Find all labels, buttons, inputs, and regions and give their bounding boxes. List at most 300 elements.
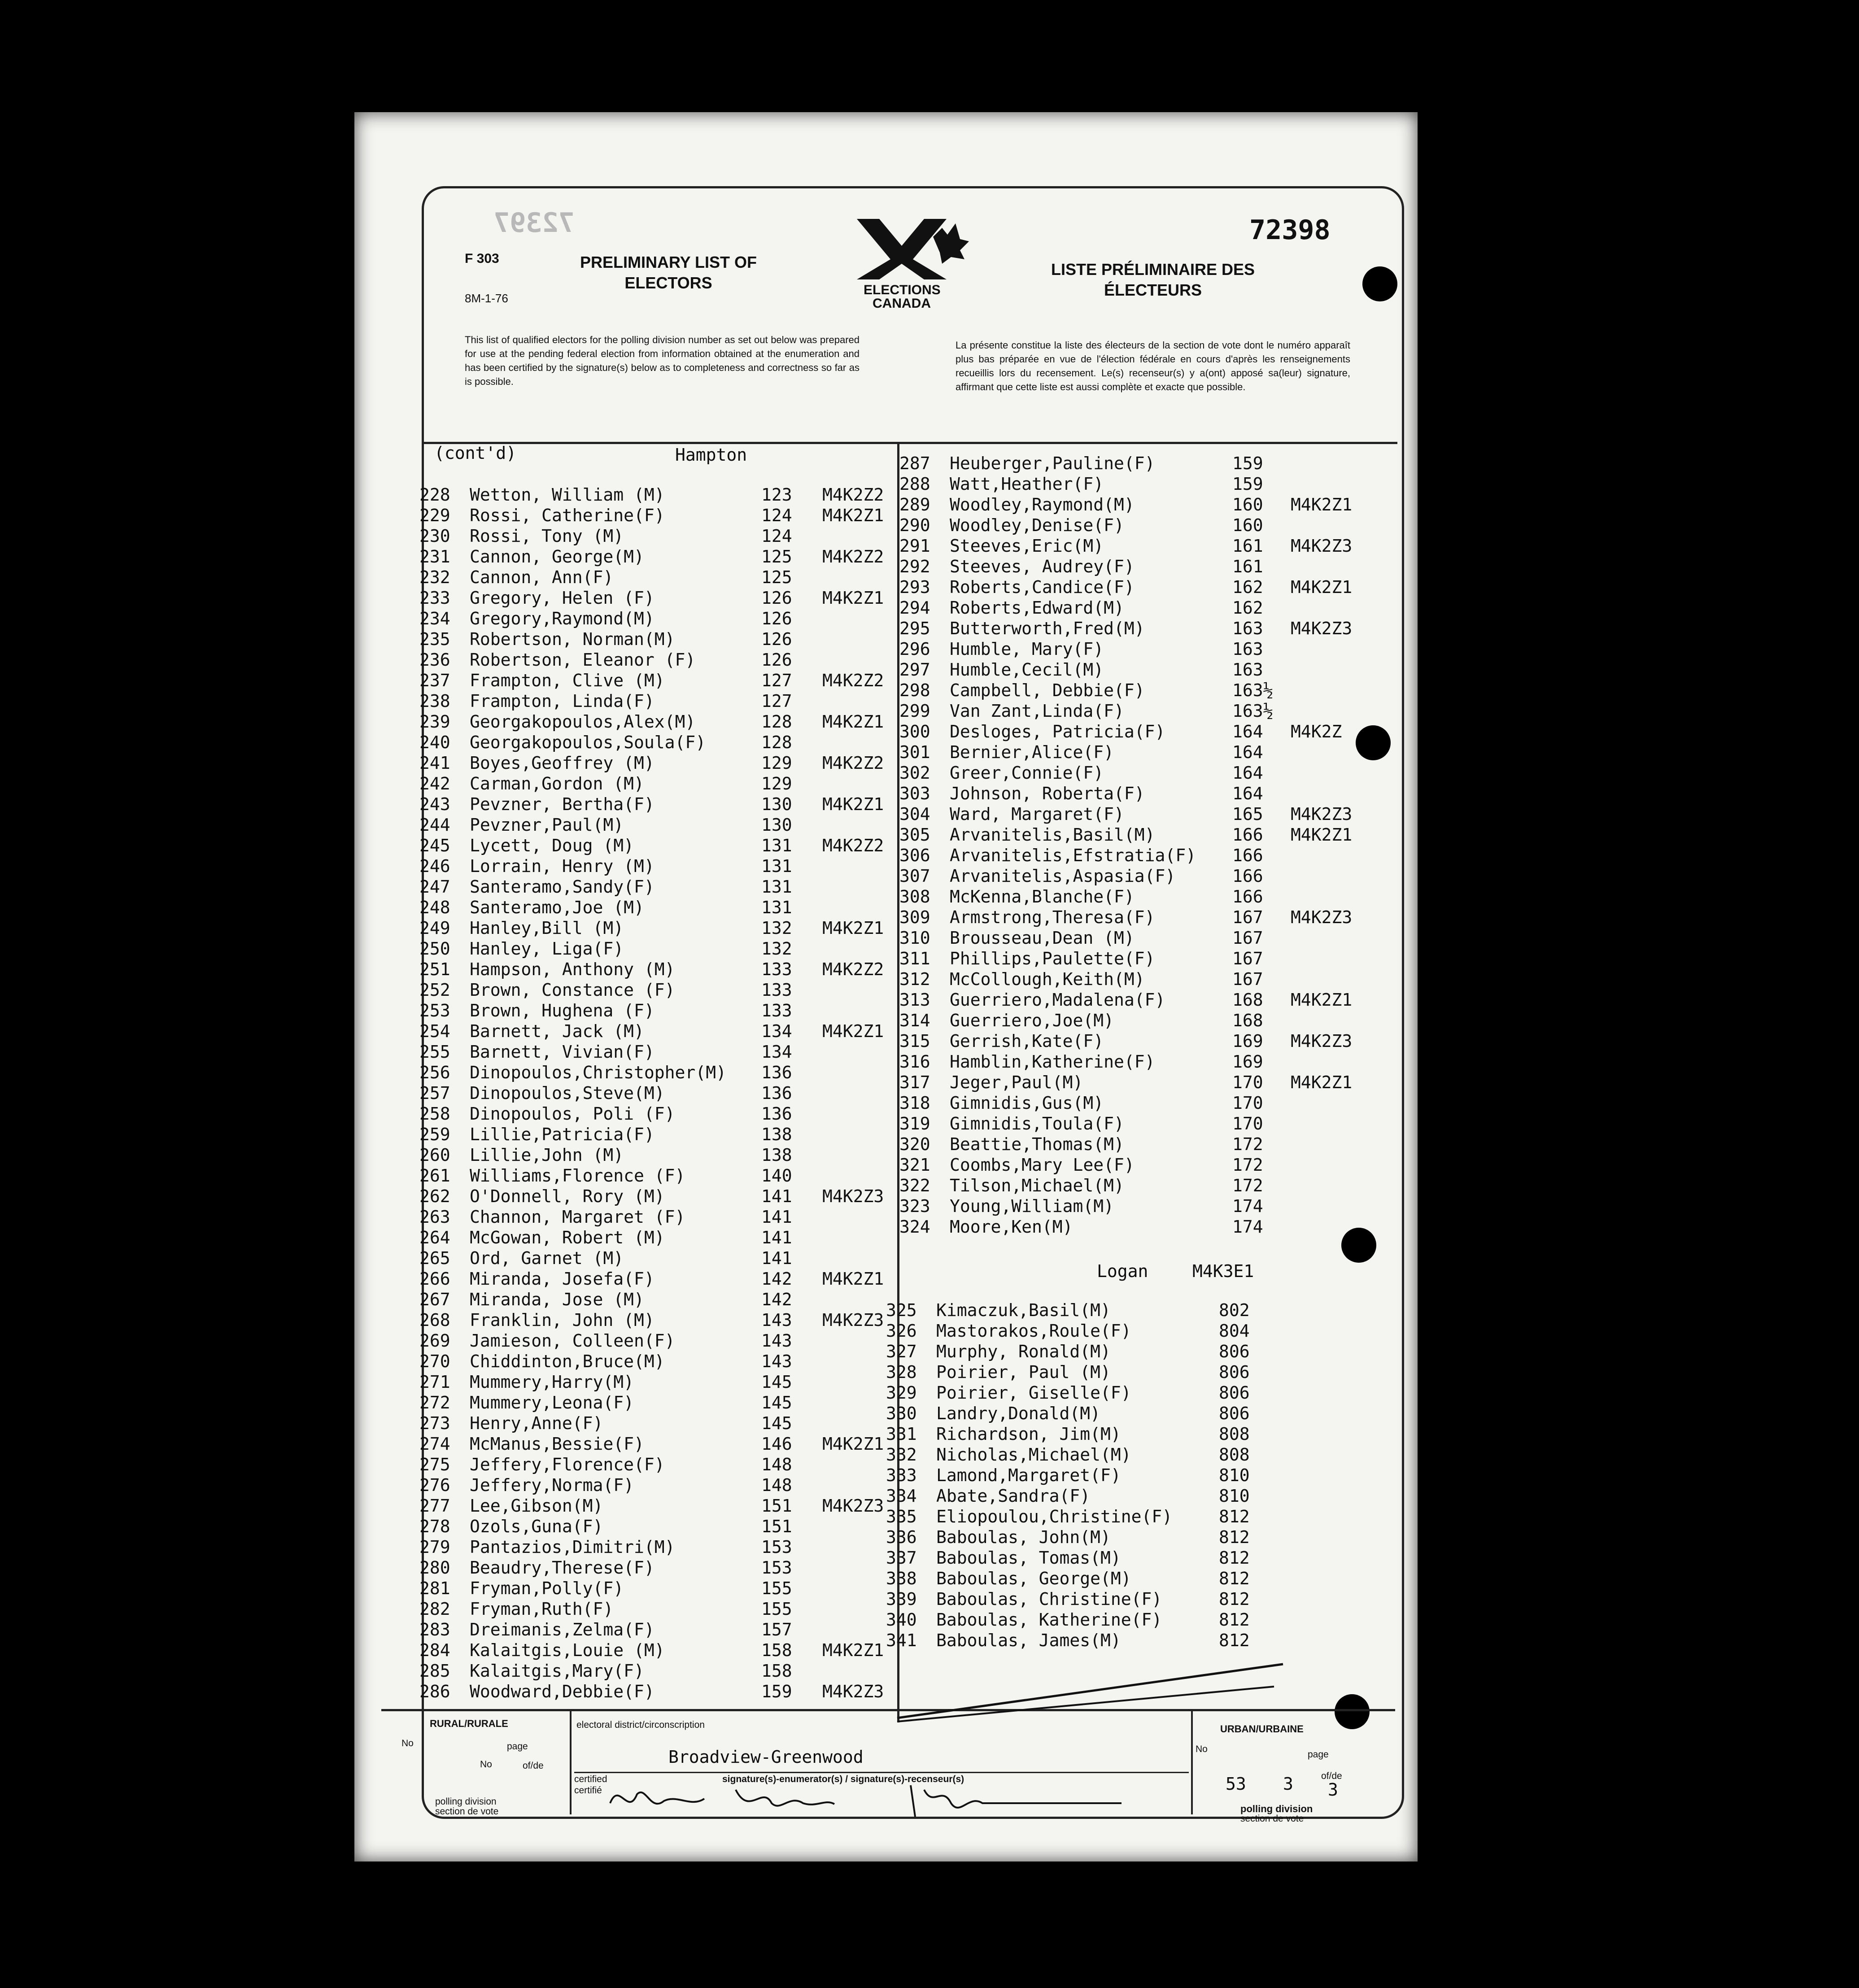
elector-number: 245 [419, 836, 450, 855]
elector-address-number: 172 [1232, 1155, 1263, 1175]
elector-row [419, 1475, 895, 1495]
elector-number: 235 [419, 629, 450, 649]
title-english: PRELIMINARY LIST OF ELECTORS [580, 253, 757, 292]
elector-name: Dinopoulos, Poli (F) [470, 1104, 675, 1124]
elector-postal-code: M4K2Z2 [822, 753, 884, 773]
elector-name: Cannon, George(M) [470, 547, 644, 567]
elector-number: 249 [419, 918, 450, 938]
elector-row [419, 1454, 895, 1475]
elector-number: 292 [899, 557, 930, 576]
elector-address-number: 169 [1232, 1052, 1263, 1072]
elector-row [886, 1609, 1384, 1630]
elector-row [419, 629, 895, 650]
elector-number: 282 [419, 1599, 450, 1619]
elector-number: 275 [419, 1455, 450, 1474]
form-date: 8M-1-76 [465, 292, 508, 305]
elector-row [419, 1145, 895, 1165]
elector-address-number: 163 [1232, 639, 1263, 659]
elector-number: 294 [899, 598, 930, 618]
elector-name: Arvanitelis,Basil(M) [950, 825, 1155, 845]
elector-row [886, 1527, 1384, 1548]
elector-name: Bernier,Alice(F) [950, 742, 1114, 762]
elector-row [419, 1289, 895, 1310]
elector-name: Ward, Margaret(F) [950, 804, 1124, 824]
elector-name: Roberts,Candice(F) [950, 577, 1135, 597]
elector-name: Hampson, Anthony (M) [470, 959, 675, 979]
elector-number: 231 [419, 547, 450, 567]
elector-number: 291 [899, 536, 930, 556]
elector-name: Miranda, Josefa(F) [470, 1269, 655, 1289]
elector-number: 333 [886, 1465, 917, 1485]
page-total: 3 [1328, 1780, 1338, 1800]
elector-name: Fryman,Ruth(F) [470, 1599, 614, 1619]
elector-name: Arvanitelis,Efstratia(F) [950, 846, 1196, 865]
rural-label: RURAL/RURALE [430, 1718, 508, 1729]
elector-number: 272 [419, 1393, 450, 1413]
elector-name: Rossi, Tony (M) [470, 526, 624, 546]
elector-address-number: 141 [761, 1228, 792, 1247]
elector-address-number: 126 [761, 609, 792, 628]
elector-number: 258 [419, 1104, 450, 1124]
elector-address-number: 123 [761, 485, 792, 505]
elector-row [419, 980, 895, 1000]
urban-label: URBAN/URBAINE [1220, 1723, 1304, 1735]
elections-canada-logo [830, 214, 973, 313]
footer-divider-left [570, 1711, 572, 1814]
elector-name: Lycett, Doug (M) [470, 836, 634, 855]
elector-address-number: 810 [1219, 1465, 1250, 1485]
elector-number: 256 [419, 1063, 450, 1082]
elector-address-number: 126 [761, 629, 792, 649]
elector-row [419, 1330, 895, 1351]
elector-name: Steeves,Eric(M) [950, 536, 1104, 556]
elector-row [899, 577, 1393, 597]
elector-address-number: 812 [1219, 1631, 1250, 1650]
elector-name: Dreimanis,Zelma(F) [470, 1620, 655, 1639]
elector-row [419, 1578, 895, 1599]
elector-number: 244 [419, 815, 450, 835]
elector-number: 260 [419, 1145, 450, 1165]
elector-name: Kalaitgis,Mary(F) [470, 1661, 644, 1681]
elector-number: 303 [899, 784, 930, 803]
elector-name: Baboulas, James(M) [936, 1631, 1121, 1650]
elector-row [419, 1599, 895, 1619]
elector-postal-code: M4K2Z3 [1291, 536, 1353, 556]
elector-address-number: 159 [761, 1682, 792, 1701]
elector-name: Georgakopoulos,Alex(M) [470, 712, 696, 732]
elector-name: Baboulas, Katherine(F) [936, 1610, 1162, 1630]
elector-row [419, 526, 895, 546]
elector-name: Van Zant,Linda(F) [950, 701, 1124, 721]
elector-postal-code: M4K2Z1 [822, 712, 884, 732]
certifie-label: certifié [574, 1785, 602, 1796]
elector-row [419, 835, 895, 856]
elector-number: 241 [419, 753, 450, 773]
elector-postal-code: M4K2Z2 [822, 485, 884, 505]
elector-postal-code: M4K2Z1 [822, 794, 884, 814]
elector-address-number: 170 [1232, 1093, 1263, 1113]
elector-address-number: 145 [761, 1372, 792, 1392]
elector-row [899, 494, 1393, 515]
elector-address-number: 160 [1232, 515, 1263, 535]
elector-row [419, 1248, 895, 1269]
elector-number: 268 [419, 1310, 450, 1330]
elector-name: Jeffery,Florence(F) [470, 1455, 665, 1474]
elector-postal-code: M4K2Z1 [822, 588, 884, 608]
elector-address-number: 166 [1232, 887, 1263, 907]
elector-row [419, 608, 895, 629]
elector-name: Humble,Cecil(M) [950, 660, 1104, 680]
elector-address-number: 130 [761, 815, 792, 835]
elector-name: Tilson,Michael(M) [950, 1176, 1124, 1195]
elector-number: 262 [419, 1186, 450, 1206]
contd-label: (cont'd) [434, 443, 517, 463]
elector-postal-code: M4K2Z3 [822, 1682, 884, 1701]
elector-row [419, 1103, 895, 1124]
elector-address-number: 141 [761, 1186, 792, 1206]
elector-name: Gimnidis,Toula(F) [950, 1114, 1124, 1134]
elector-address-number: 167 [1232, 928, 1263, 948]
elector-address-number: 132 [761, 939, 792, 959]
elector-postal-code: M4K2Z3 [822, 1310, 884, 1330]
elector-row [419, 1537, 895, 1557]
elector-name: Chiddinton,Bruce(M) [470, 1351, 665, 1371]
elector-row [419, 1021, 895, 1042]
elector-row [419, 546, 895, 567]
elector-address-number: 134 [761, 1021, 792, 1041]
elector-address-number: 806 [1219, 1342, 1250, 1361]
elector-name: Hanley, Liga(F) [470, 939, 624, 959]
elector-number: 286 [419, 1682, 450, 1701]
closing-strike-lines [888, 1651, 1292, 1727]
elector-address-number: 165 [1232, 804, 1263, 824]
elector-row [899, 556, 1393, 577]
elector-address-number: 146 [761, 1434, 792, 1454]
elector-row [886, 1568, 1384, 1589]
elector-number: 257 [419, 1083, 450, 1103]
elector-number: 317 [899, 1072, 930, 1092]
elector-row [899, 701, 1393, 721]
elector-address-number: 141 [761, 1248, 792, 1268]
elector-row [419, 1372, 895, 1392]
elector-name: Lamond,Margaret(F) [936, 1465, 1121, 1485]
elector-postal-code: M4K2Z1 [1291, 990, 1353, 1010]
rural-of-label: of/de [523, 1761, 544, 1771]
elector-address-number: 148 [761, 1475, 792, 1495]
elector-row [886, 1506, 1384, 1527]
elector-row [899, 886, 1393, 907]
elector-address-number: 124 [761, 506, 792, 525]
elector-name: Woodward,Debbie(F) [470, 1682, 655, 1701]
elector-address-number: 812 [1219, 1548, 1250, 1568]
elector-address-number: 812 [1219, 1589, 1250, 1609]
intro-french: La présente constitue la liste des électeurs de la section de vote dont le numéro apparaît plus bas préparée en vue de l'élection fédérale en cours d'après les renseignements recueillis lors du recensement. Le(s) recenseur(s) y a(ont) apposé sa(leur) signature, affirmant que cette liste est aussi complète et exacte que possible. [956, 340, 1350, 392]
elector-address-number: 127 [761, 671, 792, 690]
elector-address-number: 172 [1232, 1134, 1263, 1154]
elector-address-number: 143 [761, 1331, 792, 1351]
elector-name: Lillie,John (M) [470, 1145, 624, 1165]
elector-name: Kimaczuk,Basil(M) [936, 1300, 1111, 1320]
elector-name: Guerriero,Joe(M) [950, 1011, 1114, 1030]
elector-number: 323 [899, 1196, 930, 1216]
elector-row [419, 484, 895, 505]
elector-address-number: 812 [1219, 1569, 1250, 1588]
elector-row [419, 1434, 895, 1454]
elector-row [899, 1113, 1393, 1134]
elector-name: Young,William(M) [950, 1196, 1114, 1216]
elector-name: Williams,Florence (F) [470, 1166, 685, 1186]
certified-label: certified [574, 1774, 607, 1784]
elector-name: Poirier, Giselle(F) [936, 1383, 1131, 1403]
elector-number: 273 [419, 1413, 450, 1433]
elector-number: 318 [899, 1093, 930, 1113]
elector-address-number: 142 [761, 1269, 792, 1289]
elector-row [419, 1310, 895, 1330]
elector-number: 243 [419, 794, 450, 814]
elector-name: Boyes,Geoffrey (M) [470, 753, 655, 773]
elector-address-number: 157 [761, 1620, 792, 1639]
elector-address-number: 163½ [1232, 680, 1274, 700]
elector-name: Steeves, Audrey(F) [950, 557, 1135, 576]
elector-number: 330 [886, 1404, 917, 1423]
elector-address-number: 172 [1232, 1176, 1263, 1195]
elector-address-number: 167 [1232, 949, 1263, 968]
elector-number: 290 [899, 515, 930, 535]
elector-name: Beattie,Thomas(M) [950, 1134, 1124, 1154]
elector-address-number: 167 [1232, 907, 1263, 927]
elector-name: Phillips,Paulette(F) [950, 949, 1155, 968]
elector-address-number: 164 [1232, 763, 1263, 783]
elector-number: 326 [886, 1321, 917, 1341]
elector-row [419, 1640, 895, 1661]
elector-postal-code: M4K2Z1 [1291, 577, 1353, 597]
elector-number: 332 [886, 1445, 917, 1465]
elector-address-number: 130 [761, 794, 792, 814]
elector-row [899, 1216, 1393, 1237]
elector-number: 238 [419, 691, 450, 711]
elector-name: Channon, Margaret (F) [470, 1207, 685, 1227]
elector-address-number: 131 [761, 898, 792, 917]
elector-row [899, 1155, 1393, 1175]
elector-name: Lillie,Patricia(F) [470, 1125, 655, 1144]
elector-address-number: 151 [761, 1517, 792, 1536]
elector-address-number: 133 [761, 980, 792, 1000]
elector-address-number: 159 [1232, 474, 1263, 494]
elector-row [899, 1196, 1393, 1216]
elector-number: 300 [899, 722, 930, 741]
elector-name: Cannon, Ann(F) [470, 567, 614, 587]
elector-postal-code: M4K2Z1 [1291, 1072, 1353, 1092]
elector-row [886, 1486, 1384, 1506]
elector-number: 246 [419, 856, 450, 876]
elector-name: Eliopoulou,Christine(F) [936, 1507, 1173, 1526]
elector-address-number: 812 [1219, 1507, 1250, 1526]
elector-address-number: 161 [1232, 557, 1263, 576]
elector-number: 264 [419, 1228, 450, 1247]
elector-address-number: 158 [761, 1640, 792, 1660]
elector-address-number: 155 [761, 1599, 792, 1619]
elector-postal-code: M4K2Z1 [822, 918, 884, 938]
elector-number: 250 [419, 939, 450, 959]
elector-number: 327 [886, 1342, 917, 1361]
elector-address-number: 148 [761, 1455, 792, 1474]
elector-row [899, 969, 1393, 990]
elector-name: Pantazios,Dimitri(M) [470, 1537, 675, 1557]
elector-row [899, 907, 1393, 928]
elector-address-number: 166 [1232, 846, 1263, 865]
elector-name: Guerriero,Madalena(F) [950, 990, 1165, 1010]
elector-address-number: 141 [761, 1207, 792, 1227]
elector-name: Henry,Anne(F) [470, 1413, 603, 1433]
elector-row [899, 639, 1393, 659]
urban-no-label: No [1196, 1744, 1208, 1754]
elector-number: 266 [419, 1269, 450, 1289]
elector-address-number: 812 [1219, 1527, 1250, 1547]
elector-name: Mummery,Harry(M) [470, 1372, 634, 1392]
elector-number: 306 [899, 846, 930, 865]
elector-number: 237 [419, 671, 450, 690]
elector-name: Poirier, Paul (M) [936, 1362, 1111, 1382]
elector-name: Kalaitgis,Louie (M) [470, 1640, 665, 1660]
elector-number: 336 [886, 1527, 917, 1547]
elector-name: Heuberger,Pauline(F) [950, 453, 1155, 473]
elector-name: Rossi, Catherine(F) [470, 506, 665, 525]
elector-postal-code: M4K2Z1 [822, 1434, 884, 1454]
elector-address-number: 804 [1219, 1321, 1250, 1341]
elector-name: Hamblin,Katherine(F) [950, 1052, 1155, 1072]
elector-postal-code: M4K2Z1 [1291, 825, 1353, 845]
elector-name: Ord, Garnet (M) [470, 1248, 624, 1268]
elector-row [419, 876, 895, 897]
elector-name: Dinopoulos,Steve(M) [470, 1083, 665, 1103]
elector-row [419, 670, 895, 691]
elector-row [899, 1031, 1393, 1051]
elector-row [899, 515, 1393, 536]
intro-english: This list of qualified electors for the polling division number as set out below was prepared for use at the pending federal election from information obtained at the enumeration and has been certified by the signature(s) below as to completeness and correctness so far as is possible. [465, 334, 860, 387]
elector-number: 230 [419, 526, 450, 546]
elector-address-number: 136 [761, 1104, 792, 1124]
elector-address-number: 164 [1232, 722, 1263, 741]
elector-name: Fryman,Polly(F) [470, 1578, 624, 1598]
elector-row [886, 1382, 1384, 1403]
elector-postal-code: M4K2Z [1291, 722, 1342, 741]
elector-address-number: 143 [761, 1310, 792, 1330]
elector-name: Beaudry,Therese(F) [470, 1558, 655, 1578]
elector-row [419, 505, 895, 526]
elector-number: 321 [899, 1155, 930, 1175]
elector-number: 253 [419, 1001, 450, 1020]
elector-name: Brown, Hughena (F) [470, 1001, 655, 1020]
elector-row [886, 1362, 1384, 1382]
elector-number: 236 [419, 650, 450, 670]
elector-number: 276 [419, 1475, 450, 1495]
elector-row [419, 1661, 895, 1681]
elector-address-number: 133 [761, 959, 792, 979]
elector-address-number: 168 [1232, 990, 1263, 1010]
elector-row [886, 1465, 1384, 1486]
elector-postal-code: M4K2Z1 [1291, 495, 1353, 514]
elector-number: 324 [899, 1217, 930, 1237]
elector-row [886, 1321, 1384, 1341]
elector-postal-code: M4K2Z1 [822, 506, 884, 525]
elector-name: Jamieson, Colleen(F) [470, 1331, 675, 1351]
elector-row [899, 680, 1393, 701]
urban-page-label: page [1308, 1749, 1329, 1760]
elector-row [419, 1000, 895, 1021]
elector-row [419, 1186, 895, 1207]
elector-number: 325 [886, 1300, 917, 1320]
elector-address-number: 126 [761, 588, 792, 608]
elector-number: 340 [886, 1610, 917, 1630]
elector-name: Brousseau,Dean (M) [950, 928, 1135, 948]
elector-row [419, 1207, 895, 1227]
elector-address-number: 151 [761, 1496, 792, 1516]
elector-postal-code: M4K2Z3 [1291, 1031, 1353, 1051]
elector-address-number: 127 [761, 691, 792, 711]
elector-row [886, 1548, 1384, 1568]
elector-name: Johnson, Roberta(F) [950, 784, 1145, 803]
elector-address-number: 145 [761, 1413, 792, 1433]
elector-row [886, 1403, 1384, 1424]
elector-address-number: 162 [1232, 598, 1263, 618]
elector-postal-code: M4K2Z3 [822, 1496, 884, 1516]
elector-name: Watt,Heather(F) [950, 474, 1104, 494]
elector-name: Abate,Sandra(F) [936, 1486, 1091, 1506]
elector-number: 288 [899, 474, 930, 494]
enumerator-signatures [601, 1776, 1130, 1826]
elector-name: Woodley,Denise(F) [950, 515, 1124, 535]
elector-row [419, 938, 895, 959]
elector-number: 313 [899, 990, 930, 1010]
elector-row [419, 567, 895, 588]
elector-row [419, 918, 895, 938]
elector-row [419, 1083, 895, 1103]
elector-address-number: 806 [1219, 1404, 1250, 1423]
elector-postal-code: M4K2Z3 [1291, 619, 1353, 638]
elector-postal-code: M4K2Z2 [822, 547, 884, 567]
elector-number: 281 [419, 1578, 450, 1598]
rural-polling-label: polling division [435, 1796, 497, 1807]
elector-address-number: 174 [1232, 1196, 1263, 1216]
elector-name: Wetton, William (M) [470, 485, 665, 505]
elector-name: McManus,Bessie(F) [470, 1434, 644, 1454]
title-french: LISTE PRÉLIMINAIRE DES ÉLECTEURS [1051, 260, 1255, 299]
elector-address-number: 142 [761, 1290, 792, 1309]
postal-logan: M4K3E1 [1192, 1261, 1254, 1281]
elector-row [419, 1165, 895, 1186]
elector-number: 252 [419, 980, 450, 1000]
elector-name: Mastorakos,Roule(F) [936, 1321, 1131, 1341]
elector-postal-code: M4K2Z1 [822, 1640, 884, 1660]
street-hampton: Hampton [675, 445, 747, 465]
elector-number: 259 [419, 1125, 450, 1144]
elector-number: 316 [899, 1052, 930, 1072]
elector-number: 295 [899, 619, 930, 638]
elector-name: Baboulas, John(M) [936, 1527, 1111, 1547]
elector-postal-code: M4K2Z3 [822, 1186, 884, 1206]
elector-postal-code: M4K2Z2 [822, 959, 884, 979]
elector-name: Nicholas,Michael(M) [936, 1445, 1131, 1465]
polling-number: 53 [1226, 1774, 1246, 1794]
elector-number: 274 [419, 1434, 450, 1454]
elector-row [899, 783, 1393, 804]
elector-name: Ozols,Guna(F) [470, 1517, 603, 1536]
elector-number: 302 [899, 763, 930, 783]
rural-no-label-2: No [480, 1759, 492, 1770]
elector-list-left [419, 484, 895, 1702]
elector-row [419, 1557, 895, 1578]
elector-address-number: 806 [1219, 1383, 1250, 1403]
